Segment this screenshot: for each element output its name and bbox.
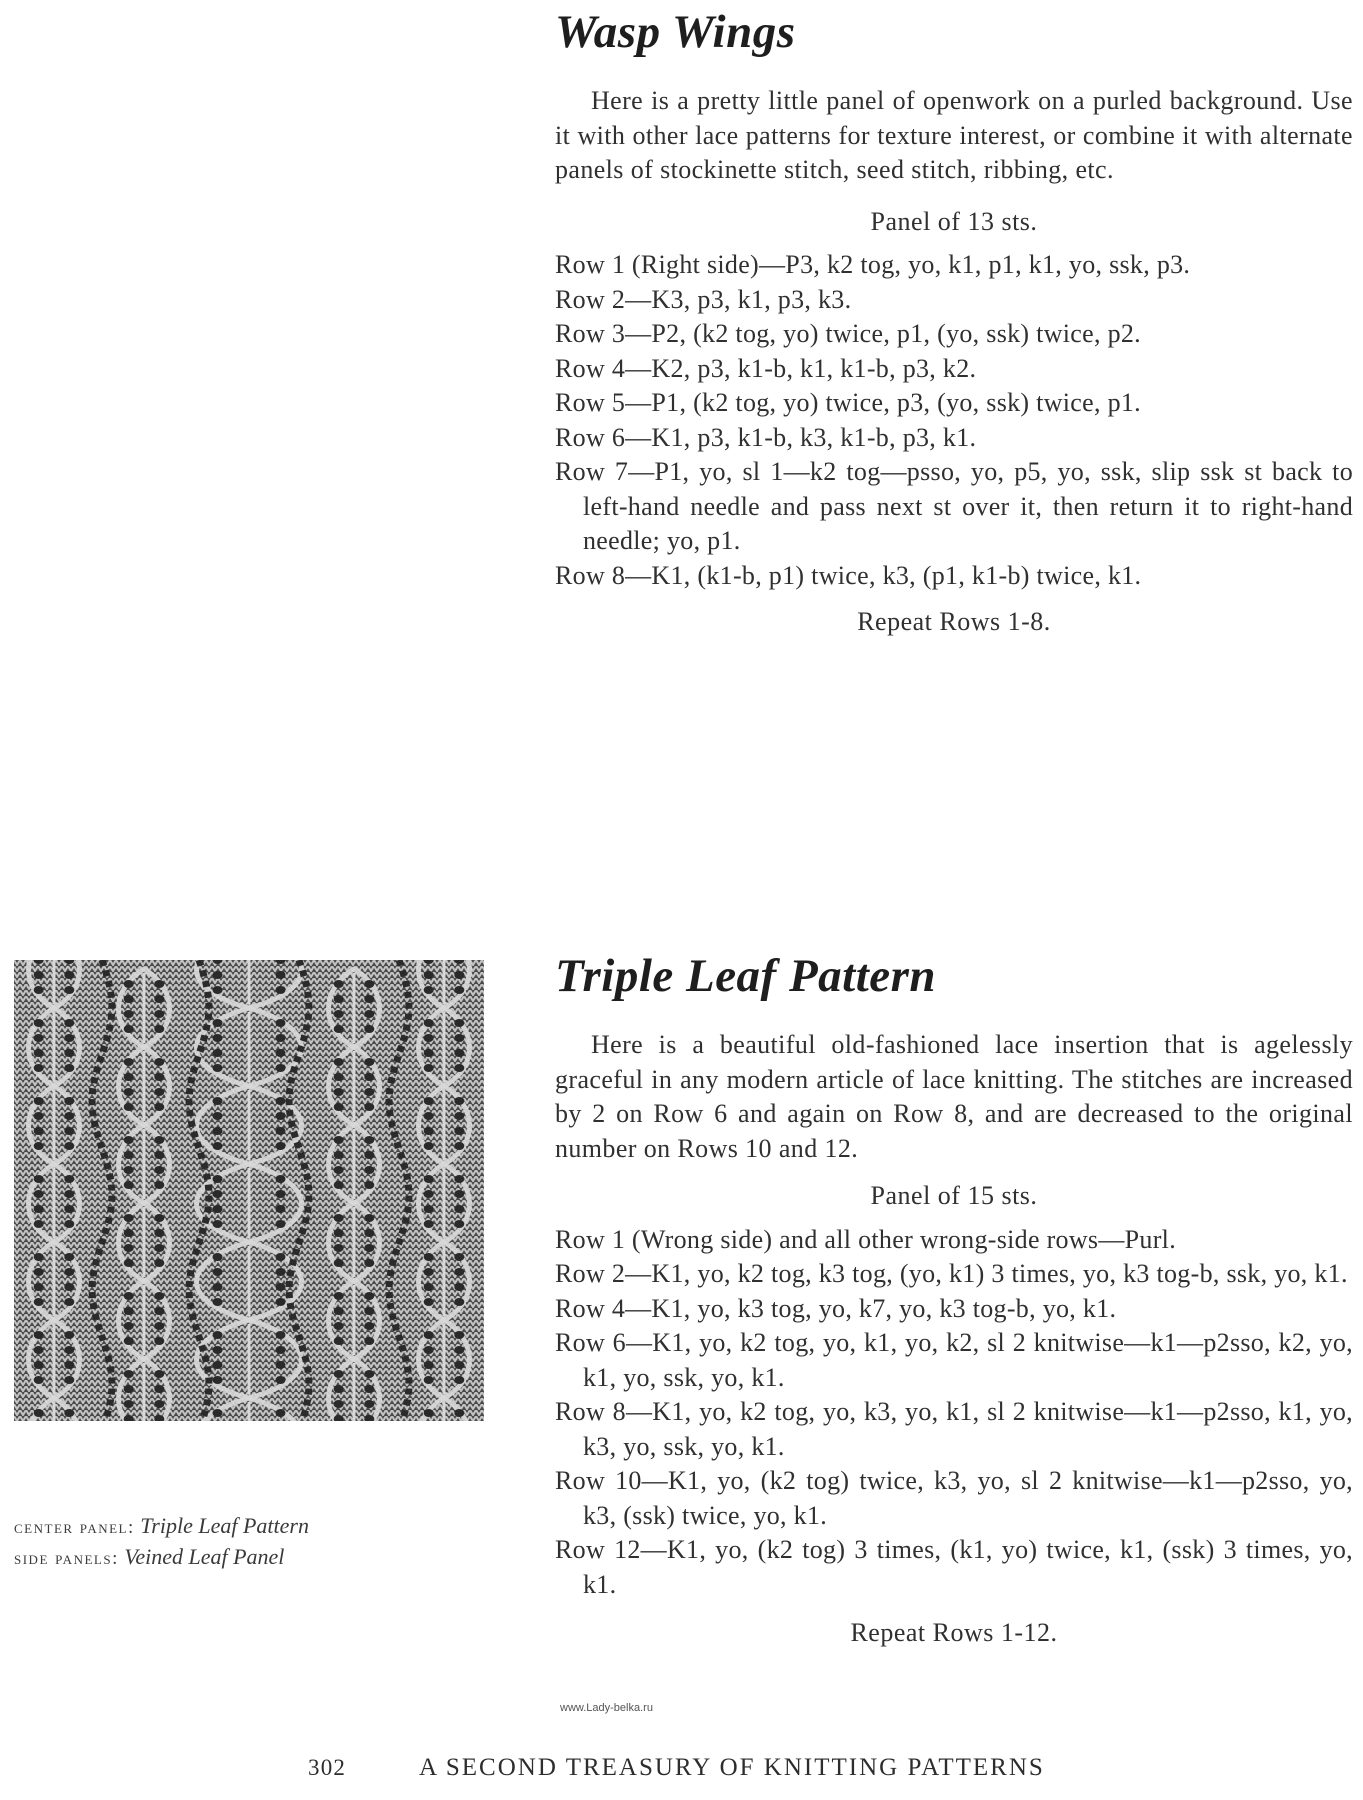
swatch-eyelet xyxy=(276,971,286,979)
swatch-eyelet xyxy=(424,1190,434,1198)
swatch-eyelet xyxy=(334,1259,344,1267)
swatch-eyelet xyxy=(364,1010,374,1018)
swatch-eyelet xyxy=(34,1205,44,1213)
swatch-eyelet xyxy=(364,1370,374,1378)
swatch-eyelet xyxy=(424,1097,434,1105)
swatch-eyelet xyxy=(424,1346,434,1354)
wasp-row-5: Row 5—P1, (k2 tog, yo) twice, p3, (yo, ssk) twice, p1. xyxy=(555,388,1141,417)
swatch-eyelet xyxy=(154,1214,164,1222)
swatch-eyelet xyxy=(64,971,74,979)
triple-leaf-panel-size: Panel of 15 sts. xyxy=(870,1181,1038,1210)
swatch-eyelet xyxy=(364,1292,374,1300)
swatch-eyelet xyxy=(124,1292,134,1300)
swatch-eyelet xyxy=(334,1337,344,1345)
swatch-eyelet xyxy=(124,1010,134,1018)
swatch-eyelet xyxy=(213,1205,223,1213)
caption-side-name: Veined Leaf Panel xyxy=(124,1544,285,1569)
swatch-eyelet xyxy=(213,1361,223,1369)
swatch-eyelet xyxy=(34,1220,44,1228)
swatch-eyelet xyxy=(454,1064,464,1072)
swatch-eyelet xyxy=(424,1142,434,1150)
swatch-eyelet xyxy=(364,1259,374,1267)
swatch-eyelet xyxy=(213,1142,223,1150)
swatch-eyelet xyxy=(364,1244,374,1252)
swatch-eyelet xyxy=(34,1253,44,1261)
swatch-eyelet xyxy=(64,1298,74,1306)
swatch-eyelet xyxy=(276,1112,286,1120)
swatch-eyelet xyxy=(364,995,374,1003)
caption-center-line xyxy=(14,1511,494,1542)
swatch-eyelet xyxy=(424,1361,434,1369)
triple-row-10: Row 10—K1, yo, (k2 tog) twice, k3, yo, sl 2 knitwise—k1—p2sso, yo, k3, (ssk) twice, yo, k1. xyxy=(555,1466,1353,1530)
swatch-eyelet xyxy=(124,1025,134,1033)
swatch-eyelet xyxy=(213,1298,223,1306)
swatch-eyelet xyxy=(64,1190,74,1198)
swatch-eyelet xyxy=(213,986,223,994)
swatch-eyelet xyxy=(424,1064,434,1072)
swatch-eyelet xyxy=(276,1142,286,1150)
swatch-eyelet xyxy=(213,1283,223,1291)
swatch-eyelet xyxy=(34,1097,44,1105)
swatch-eyelet xyxy=(276,1205,286,1213)
swatch-eyelet xyxy=(454,1175,464,1183)
swatch-eyelet xyxy=(334,1244,344,1252)
swatch-eyelet xyxy=(334,1400,344,1408)
triple-row-1: Row 1 (Wrong side) and all other wrong-side rows—Purl. xyxy=(555,1224,1176,1254)
swatch-eyelet xyxy=(454,1097,464,1105)
swatch-eyelet xyxy=(34,1361,44,1369)
swatch-eyelet xyxy=(276,1331,286,1339)
swatch-eyelet xyxy=(364,1073,374,1081)
swatch-eyelet xyxy=(64,1064,74,1072)
swatch-eyelet xyxy=(276,1175,286,1183)
swatch-eyelet xyxy=(34,1190,44,1198)
caption-side-label: side panels: xyxy=(14,1548,119,1569)
swatch-eyelet xyxy=(154,1103,164,1111)
swatch-eyelet xyxy=(124,1259,134,1267)
swatch-eyelet xyxy=(364,1229,374,1237)
wasp-wings-row-list xyxy=(555,248,1353,593)
swatch-eyelet xyxy=(34,1175,44,1183)
swatch-eyelet xyxy=(34,986,44,994)
swatch-eyelet xyxy=(334,1088,344,1096)
wasp-row-8: Row 8—K1, (k1-b, p1) twice, k3, (p1, k1-b) twice, k1. xyxy=(555,560,1142,590)
swatch-eyelet xyxy=(64,1019,74,1027)
swatch-eyelet xyxy=(454,1268,464,1276)
swatch-eyelet xyxy=(454,1409,464,1417)
swatch-eyelet xyxy=(64,1268,74,1276)
swatch-eyelet xyxy=(364,1181,374,1189)
swatch-eyelet xyxy=(454,1142,464,1150)
swatch-eyelet xyxy=(454,1376,464,1384)
swatch-eyelet xyxy=(276,1127,286,1135)
swatch-eyelet xyxy=(454,1112,464,1120)
swatch-eyelet xyxy=(154,1400,164,1408)
triple-leaf-repeat: Repeat Rows 1-12. xyxy=(850,1618,1058,1647)
swatch-eyelet xyxy=(64,986,74,994)
swatch-eyelet xyxy=(64,1220,74,1228)
swatch-eyelet xyxy=(276,1220,286,1228)
swatch-eyelet xyxy=(364,1058,374,1066)
swatch-eyelet xyxy=(154,1088,164,1096)
swatch-eyelet xyxy=(124,1307,134,1315)
swatch-eyelet xyxy=(364,1385,374,1393)
swatch-eyelet xyxy=(213,1127,223,1135)
swatch-eyelet xyxy=(34,1376,44,1384)
swatch-eyelet xyxy=(34,1346,44,1354)
swatch-eyelet xyxy=(154,1322,164,1330)
swatch-eyelet xyxy=(424,1376,434,1384)
swatch-eyelet xyxy=(454,1253,464,1261)
triple-row-2: Row 2—K1, yo, k2 tog, k3 tog, (yo, k1) 3 times, yo, k3 tog-b, ssk, yo, k1. xyxy=(555,1259,1348,1288)
swatch-eyelet xyxy=(364,1088,374,1096)
swatch-eyelet xyxy=(276,1049,286,1057)
swatch-eyelet xyxy=(424,1298,434,1306)
swatch-eyelet xyxy=(424,1331,434,1339)
swatch-eyelet xyxy=(364,1307,374,1315)
swatch-eyelet xyxy=(276,1361,286,1369)
swatch-eyelet xyxy=(213,1097,223,1105)
swatch-eyelet xyxy=(154,1151,164,1159)
swatch-eyelet xyxy=(276,1268,286,1276)
swatch-eyelet xyxy=(64,1049,74,1057)
swatch-eyelet xyxy=(124,1103,134,1111)
swatch-eyelet xyxy=(34,971,44,979)
swatch-eyelet xyxy=(424,986,434,994)
swatch-eyelet xyxy=(213,1253,223,1261)
swatch-eyelet xyxy=(454,971,464,979)
swatch-eyelet xyxy=(454,1283,464,1291)
swatch-eyelet xyxy=(124,980,134,988)
swatch-eyelet xyxy=(34,1268,44,1276)
swatch-eyelet xyxy=(124,995,134,1003)
swatch-eyelet xyxy=(34,1064,44,1072)
swatch-eyelet xyxy=(364,1322,374,1330)
swatch-eyelet xyxy=(334,1025,344,1033)
swatch-eyelet xyxy=(124,1073,134,1081)
swatch-eyelet xyxy=(154,1025,164,1033)
swatch-eyelet xyxy=(34,1019,44,1027)
swatch-eyelet xyxy=(424,1019,434,1027)
swatch-eyelet xyxy=(213,1409,223,1417)
swatch-eyelet xyxy=(154,1010,164,1018)
swatch-eyelet xyxy=(276,1283,286,1291)
swatch-eyelet xyxy=(213,1331,223,1339)
swatch-eyelet xyxy=(276,1019,286,1027)
swatch-eyelet xyxy=(154,1244,164,1252)
swatch-eyelet xyxy=(454,1019,464,1027)
swatch-eyelet xyxy=(64,1142,74,1150)
wasp-wings-intro: Here is a pretty little panel of openwork on a purled background. Use it with other lace patterns for texture interest, or combine it with alternate panels of stockinette stitch, seed stitch, ribbing, etc. xyxy=(555,86,1353,184)
swatch-eyelet xyxy=(64,1034,74,1042)
swatch-eyelet xyxy=(154,1073,164,1081)
triple-row-8: Row 8—K1, yo, k2 tog, yo, k3, yo, k1, sl 2 knitwise—k1—p2sso, k1, yo, k3, yo, ssk, yo, k1. xyxy=(555,1397,1353,1461)
caption-center-label: center panel: xyxy=(14,1517,135,1538)
swatch-eyelet xyxy=(454,1034,464,1042)
swatch-eyelet xyxy=(34,1298,44,1306)
swatch-eyelet xyxy=(334,1214,344,1222)
wasp-row-7: Row 7—P1, yo, sl 1—k2 tog—psso, yo, p5, yo, ssk, slip ssk st back to left-hand needle and pass next st over it, then return it to right-hand needle; yo, p1. xyxy=(555,457,1353,555)
swatch-eyelet xyxy=(64,1097,74,1105)
swatch-eyelet xyxy=(213,1019,223,1027)
wasp-wings-title: Wasp Wings xyxy=(555,6,796,58)
swatch-eyelet xyxy=(124,1151,134,1159)
swatch-eyelet xyxy=(124,1385,134,1393)
swatch-eyelet xyxy=(334,1292,344,1300)
swatch-eyelet xyxy=(64,1253,74,1261)
swatch-eyelet xyxy=(334,995,344,1003)
swatch-eyelet xyxy=(124,1058,134,1066)
swatch-eyelet xyxy=(124,1370,134,1378)
swatch-eyelet xyxy=(34,1331,44,1339)
swatch-eyelet xyxy=(34,1142,44,1150)
swatch-eyelet xyxy=(276,1253,286,1261)
swatch-eyelet xyxy=(424,1112,434,1120)
swatch-eyelet xyxy=(334,1151,344,1159)
swatch-eyelet xyxy=(64,1331,74,1339)
swatch-eyelet xyxy=(454,1346,464,1354)
swatch-eyelet xyxy=(213,1268,223,1276)
knitting-swatch-photo xyxy=(14,960,484,1421)
swatch-eyelet xyxy=(34,1049,44,1057)
swatch-eyelet xyxy=(124,1214,134,1222)
swatch-eyelet xyxy=(64,1361,74,1369)
swatch-eyelet xyxy=(334,1322,344,1330)
swatch-eyelet xyxy=(154,1229,164,1237)
swatch-eyelet xyxy=(364,1025,374,1033)
wasp-wings-panel-size: Panel of 13 sts. xyxy=(870,206,1038,236)
swatch-eyelet xyxy=(213,1064,223,1072)
swatch-eyelet xyxy=(276,1298,286,1306)
swatch-eyelet xyxy=(213,1049,223,1057)
swatch-eyelet xyxy=(364,1337,374,1345)
swatch-eyelet xyxy=(213,1034,223,1042)
swatch-eyelet xyxy=(424,1127,434,1135)
wasp-wings-repeat: Repeat Rows 1-8. xyxy=(857,607,1051,636)
swatch-eyelet xyxy=(424,1205,434,1213)
swatch-eyelet xyxy=(34,1283,44,1291)
swatch-eyelet xyxy=(154,1259,164,1267)
swatch-eyelet xyxy=(454,1049,464,1057)
wasp-row-4: Row 4—K2, p3, k1-b, k1, k1-b, p3, k2. xyxy=(555,353,977,383)
swatch-eyelet xyxy=(276,1034,286,1042)
swatch-eyelet xyxy=(454,1361,464,1369)
swatch-eyelet xyxy=(454,1331,464,1339)
page-number: 302 xyxy=(308,1755,347,1780)
swatch-eyelet xyxy=(154,1337,164,1345)
wasp-row-2: Row 2—K3, p3, k1, p3, k3. xyxy=(555,284,852,314)
swatch-eyelet xyxy=(424,1220,434,1228)
triple-leaf-section xyxy=(555,948,1353,1651)
swatch-eyelet xyxy=(334,1370,344,1378)
website-watermark[interactable]: www.Lady-belka.ru xyxy=(560,1702,653,1714)
swatch-eyelet xyxy=(424,1034,434,1042)
swatch-eyelet xyxy=(154,1307,164,1315)
swatch-eyelet xyxy=(64,1376,74,1384)
swatch-eyelet xyxy=(364,1103,374,1111)
triple-leaf-intro: Here is a beautiful old-fashioned lace insertion that is agelessly graceful in any modern article of lace knitting. The stitches are increased by 2 on Row 6 and again on Row 8, and are decreased to the original number on Rows 10 and 12. xyxy=(555,1030,1353,1163)
swatch-eyelet xyxy=(334,1103,344,1111)
swatch-eyelet xyxy=(424,971,434,979)
swatch-eyelet xyxy=(124,1088,134,1096)
swatch-eyelet xyxy=(154,1370,164,1378)
swatch-eyelet xyxy=(213,1346,223,1354)
swatch-eyelet xyxy=(334,980,344,988)
swatch-eyelet xyxy=(276,1376,286,1384)
swatch-eyelet xyxy=(124,1400,134,1408)
swatch-eyelet xyxy=(424,1175,434,1183)
swatch-eyelet xyxy=(454,1190,464,1198)
swatch-eyelet xyxy=(276,1409,286,1417)
triple-row-6: Row 6—K1, yo, k2 tog, yo, k1, yo, k2, sl 2 knitwise—k1—p2sso, k2, yo, k1, yo, ssk, yo, k1. xyxy=(555,1328,1353,1392)
swatch-eyelet xyxy=(424,1268,434,1276)
swatch-eyelet xyxy=(34,1409,44,1417)
caption-side-line xyxy=(14,1542,494,1573)
wasp-wings-section xyxy=(555,4,1353,640)
swatch-eyelet xyxy=(454,1127,464,1135)
swatch-eyelet xyxy=(154,995,164,1003)
swatch-eyelet xyxy=(334,1307,344,1315)
swatch-eyelet xyxy=(124,1181,134,1189)
swatch-eyelet xyxy=(276,1064,286,1072)
swatch-eyelet xyxy=(334,1166,344,1174)
wasp-row-1: Row 1 (Right side)—P3, k2 tog, yo, k1, p1, k1, yo, ssk, p3. xyxy=(555,250,1191,279)
wasp-row-3: Row 3—P2, (k2 tog, yo) twice, p1, (yo, ssk) twice, p2. xyxy=(555,319,1141,348)
swatch-eyelet xyxy=(213,1175,223,1183)
swatch-eyelet xyxy=(424,1253,434,1261)
lace-swatch-illustration xyxy=(14,960,484,1421)
swatch-eyelet xyxy=(154,1385,164,1393)
swatch-eyelet xyxy=(364,1151,374,1159)
swatch-eyelet xyxy=(64,1127,74,1135)
swatch-eyelet xyxy=(154,1292,164,1300)
swatch-eyelet xyxy=(154,1136,164,1144)
swatch-eyelet xyxy=(34,1034,44,1042)
triple-leaf-title: Triple Leaf Pattern xyxy=(555,950,937,1002)
swatch-eyelet xyxy=(64,1409,74,1417)
swatch-eyelet xyxy=(154,980,164,988)
swatch-eyelet xyxy=(424,1283,434,1291)
swatch-eyelet xyxy=(124,1337,134,1345)
swatch-eyelet xyxy=(154,1181,164,1189)
swatch-eyelet xyxy=(334,1229,344,1237)
triple-leaf-row-list xyxy=(555,1223,1353,1603)
swatch-eyelet xyxy=(64,1112,74,1120)
swatch-eyelet xyxy=(124,1166,134,1174)
swatch-eyelet xyxy=(364,1166,374,1174)
swatch-eyelet xyxy=(454,1298,464,1306)
swatch-eyelet xyxy=(454,986,464,994)
page-footer xyxy=(308,1754,1045,1782)
book-title: A SECOND TREASURY OF KNITTING PATTERNS xyxy=(418,1754,1045,1781)
swatch-eyelet xyxy=(276,1190,286,1198)
swatch-eyelet xyxy=(213,1220,223,1228)
wasp-row-6: Row 6—K1, p3, k1-b, k3, k1-b, p3, k1. xyxy=(555,422,977,452)
swatch-eyelet xyxy=(64,1175,74,1183)
photo-caption xyxy=(14,1511,494,1573)
swatch-eyelet xyxy=(64,1283,74,1291)
swatch-eyelet xyxy=(124,1322,134,1330)
swatch-eyelet xyxy=(64,1205,74,1213)
swatch-eyelet xyxy=(213,1190,223,1198)
swatch-eyelet xyxy=(276,1097,286,1105)
swatch-eyelet xyxy=(334,1181,344,1189)
swatch-eyelet xyxy=(334,1010,344,1018)
swatch-eyelet xyxy=(334,1385,344,1393)
triple-row-12: Row 12—K1, yo, (k2 tog) 3 times, (k1, yo) twice, k1, (ssk) 3 times, yo, k1. xyxy=(555,1535,1353,1599)
swatch-eyelet xyxy=(213,1112,223,1120)
swatch-eyelet xyxy=(454,1220,464,1228)
swatch-eyelet xyxy=(424,1409,434,1417)
swatch-eyelet xyxy=(334,1058,344,1066)
swatch-eyelet xyxy=(213,971,223,979)
swatch-eyelet xyxy=(34,1112,44,1120)
swatch-eyelet xyxy=(154,1058,164,1066)
swatch-eyelet xyxy=(64,1346,74,1354)
swatch-eyelet xyxy=(424,1049,434,1057)
swatch-eyelet xyxy=(364,1136,374,1144)
swatch-eyelet xyxy=(213,1376,223,1384)
triple-row-4: Row 4—K1, yo, k3 tog, yo, k7, yo, k3 tog-b, yo, k1. xyxy=(555,1293,1117,1323)
swatch-eyelet xyxy=(124,1136,134,1144)
swatch-eyelet xyxy=(276,986,286,994)
swatch-eyelet xyxy=(124,1229,134,1237)
swatch-eyelet xyxy=(334,1073,344,1081)
caption-center-name: Triple Leaf Pattern xyxy=(140,1513,309,1538)
swatch-eyelet xyxy=(364,1214,374,1222)
swatch-eyelet xyxy=(334,1136,344,1144)
swatch-eyelet xyxy=(364,980,374,988)
swatch-eyelet xyxy=(154,1166,164,1174)
swatch-eyelet xyxy=(34,1127,44,1135)
swatch-eyelet xyxy=(454,1205,464,1213)
swatch-eyelet xyxy=(364,1400,374,1408)
swatch-eyelet xyxy=(124,1244,134,1252)
swatch-eyelet xyxy=(276,1346,286,1354)
